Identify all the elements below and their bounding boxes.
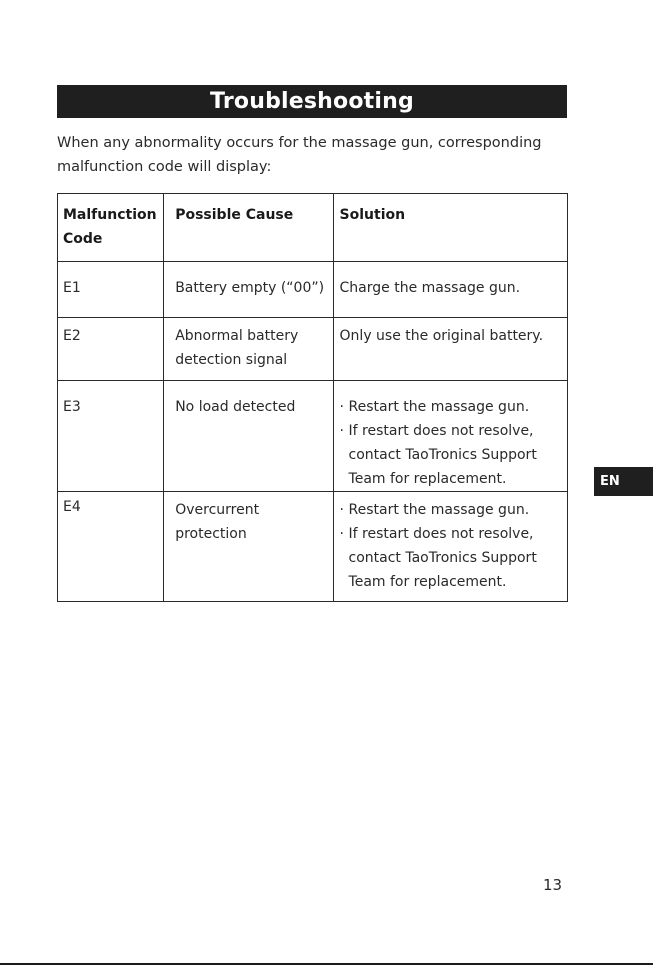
solution-cell bbox=[333, 492, 567, 602]
solution-item: · Restart the massage gun. bbox=[340, 395, 562, 419]
table-header-row bbox=[58, 194, 568, 262]
solution-item: · Restart the massage gun. bbox=[340, 498, 562, 522]
header-cell-solution: Solution bbox=[333, 194, 567, 262]
solution-item: · If restart does not resolve, contact TaoTronics Support Team for replacement. bbox=[340, 522, 562, 594]
cause-cell: Abnormal battery detection signal bbox=[164, 318, 333, 381]
language-tab: EN bbox=[594, 467, 653, 496]
table-row bbox=[58, 262, 568, 318]
header-cell-code: Malfunction Code bbox=[58, 194, 164, 262]
troubleshooting-table bbox=[57, 193, 568, 602]
page-number: 13 bbox=[543, 876, 563, 894]
table-row bbox=[58, 492, 568, 602]
solution-cell: Charge the massage gun. bbox=[333, 262, 567, 318]
page-title: Troubleshooting bbox=[57, 85, 567, 118]
solution-cell: Only use the original battery. bbox=[333, 318, 567, 381]
code-cell: E3 bbox=[58, 381, 164, 492]
header-cell-cause: Possible Cause bbox=[164, 194, 333, 262]
code-cell: E1 bbox=[58, 262, 164, 318]
solution-list bbox=[340, 395, 562, 491]
cause-cell: No load detected bbox=[164, 381, 333, 492]
cause-cell: Battery empty (“00”) bbox=[164, 262, 333, 318]
solution-list bbox=[340, 498, 562, 594]
cause-cell: Overcurrent protection bbox=[164, 492, 333, 602]
solution-cell bbox=[333, 381, 567, 492]
table-row bbox=[58, 318, 568, 381]
code-cell: E2 bbox=[58, 318, 164, 381]
table-row bbox=[58, 381, 568, 492]
intro-text: When any abnormality occurs for the massage gun, corresponding malfunction code will display: bbox=[57, 135, 542, 175]
solution-item: · If restart does not resolve, contact TaoTronics Support Team for replacement. bbox=[340, 419, 562, 491]
code-cell: E4 bbox=[58, 492, 164, 602]
